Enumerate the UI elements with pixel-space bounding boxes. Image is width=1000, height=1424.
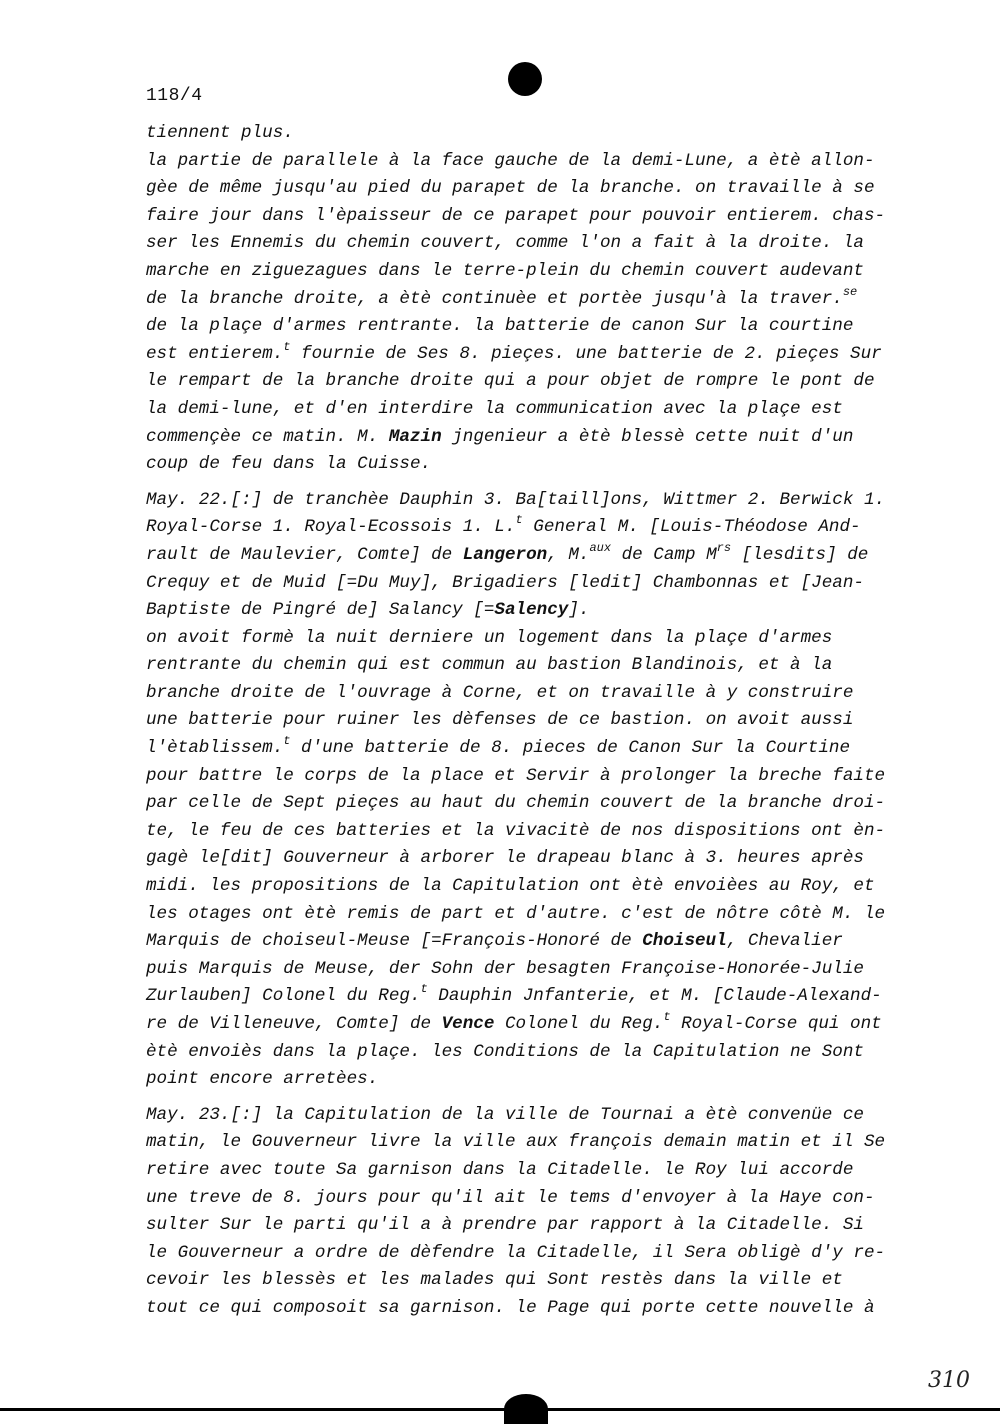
punch-hole-top bbox=[508, 62, 542, 96]
text-line: cevoir les blessès et les malades qui Sont restès dans la ville et bbox=[146, 1270, 843, 1291]
bold-name: Mazin bbox=[388, 426, 442, 447]
text-line: le rempart de la branche droite qui a pour objet de rompre le pont de bbox=[146, 371, 875, 392]
superscript: aux bbox=[589, 540, 612, 555]
text-line: re de Villeneuve, Comte] de Vence Colonel du Reg.$^t$ Royal-Corse qui ont bbox=[146, 1010, 882, 1034]
text-line: midi. les propositions de la Capitulation ont ètè envoièes au Roy, et bbox=[146, 876, 875, 897]
text-line: te, le feu de ces batteries et la vivacitè de nos dispositions ont èn- bbox=[146, 820, 886, 841]
superscript: t bbox=[283, 734, 291, 749]
superscript: se bbox=[842, 284, 858, 299]
text-line: une treve de 8. jours pour qu'il ait le tems d'envoyer à la Haye con- bbox=[146, 1187, 875, 1208]
text-line: pour battre le corps de la place et Servir à prolonger la breche faite bbox=[146, 765, 886, 786]
text-line: faire jour dans l'èpaisseur de ce parapet pour pouvoir entierem. chas- bbox=[146, 205, 886, 226]
text-line: une batterie pour ruiner les dèfenses de ce bastion. on avoit aussi bbox=[146, 710, 854, 731]
text-line: gèe de même jusqu'au pied du parapet de la branche. on travaille à se bbox=[146, 178, 875, 199]
text-line: May. 23.[:] la Capitulation de la ville de Tournai a ètè convenüe ce bbox=[146, 1104, 864, 1125]
superscript: t bbox=[663, 1010, 671, 1024]
superscript: t bbox=[515, 513, 523, 528]
page-number: 118/4 bbox=[146, 86, 203, 106]
text-line: par celle de Sept pieçes au haut du chemin couvert de la branche droi- bbox=[146, 793, 886, 814]
text-line: branche droite de l'ouvrage à Corne, et on travaille à y construire bbox=[146, 682, 854, 703]
text-line: Crequy et de Muid [=Du Muy], Brigadiers [ledit] Chambonnas et [Jean- bbox=[146, 572, 864, 593]
text-line: on avoit formè la nuit derniere un logement dans la plaçe d'armes bbox=[146, 627, 833, 648]
text-line: Royal-Corse 1. Royal-Ecossois 1. L.$^t$ General M. [Louis-Théodose And- bbox=[146, 513, 861, 538]
text-line: ser les Ennemis du chemin couvert, comme l'on a fait à la droite. la bbox=[146, 233, 864, 254]
text-line: la demi-lune, et d'en interdire la communication avec la plaçe est bbox=[146, 398, 843, 419]
text-line: le Gouverneur a ordre de dèfendre la Citadelle, il Sera obligè d'y re- bbox=[146, 1242, 886, 1263]
text-line: Baptiste de Pingré de] Salancy [=Salency]. bbox=[146, 600, 590, 621]
text-line: Marquis de choiseul-Meuse [=François-Honoré de Choiseul, Chevalier bbox=[146, 931, 843, 952]
text-line: retire avec toute Sa garnison dans la Citadelle. le Roy lui accorde bbox=[146, 1159, 854, 1180]
text-line: sulter Sur le parti qu'il a à prendre par rapport à la Citadelle. Si bbox=[146, 1215, 864, 1236]
text-line: de la plaçe d'armes rentrante. la batterie de canon Sur la courtine bbox=[146, 316, 854, 337]
text-line: Zurlauben] Colonel du Reg.$^t$ Dauphin Jnfanterie, et M. [Claude-Alexand- bbox=[146, 982, 882, 1007]
text-line: May. 22.[:] de tranchèe Dauphin 3. Ba[taill]ons, Wittmer 2. Berwick 1. bbox=[146, 489, 886, 510]
text-line: ètè envoiès dans la plaçe. les Conditions de la Capitulation ne Sont bbox=[146, 1041, 864, 1062]
bold-name: Salency bbox=[494, 600, 569, 621]
bold-name: Choiseul bbox=[642, 931, 727, 952]
bold-name: Langeron bbox=[462, 544, 548, 565]
folio-number: 310 bbox=[928, 1368, 970, 1393]
text-line: commençèe ce matin. M. Mazin jngenieur a ètè blessè cette nuit d'un bbox=[146, 426, 854, 447]
text-line: marche en ziguezagues dans le terre-plein du chemin couvert audevant bbox=[146, 260, 864, 281]
bold-name: Vence bbox=[441, 1014, 495, 1034]
text-line: de la branche droite, a ètè continuèe et portèe jusqu'à la traver.$^{se}$ bbox=[146, 284, 858, 309]
text-line: est entierem.$^t$ fournie de Ses 8. pieçes. une batterie de 2. pieçes Sur bbox=[146, 339, 882, 364]
text-line: rault de Maulevier, Comte] de Langeron, M.$^{aux}$ de Camp $M^{rs}$ [lesdits] de bbox=[146, 540, 869, 565]
text-line: coup de feu dans la Cuisse. bbox=[146, 454, 432, 475]
superscript: t bbox=[420, 982, 428, 997]
superscript: rs bbox=[716, 540, 732, 555]
text-line: matin, le Gouverneur livre la ville aux françois demain matin et il Se bbox=[146, 1132, 886, 1153]
document-body bbox=[146, 120, 916, 1323]
text-line: tout ce qui composoit sa garnison. le Page qui porte cette nouvelle à bbox=[146, 1297, 875, 1318]
text-line: les otages ont ètè remis de part et d'autre. c'est de nôtre côtè M. le bbox=[146, 903, 886, 924]
text-line: point encore arretèes. bbox=[146, 1069, 379, 1090]
text-line: la partie de parallele à la face gauche de la demi-Lune, a ètè allon- bbox=[146, 150, 875, 171]
paragraph-gap bbox=[146, 479, 916, 487]
paragraph-gap bbox=[146, 1094, 916, 1102]
text-line: gagè le[dit] Gouverneur à arborer le drapeau blanc à 3. heures après bbox=[146, 848, 864, 869]
text-line: puis Marquis de Meuse, der Sohn der besagten Françoise-Honorée-Julie bbox=[146, 958, 864, 979]
text-line: l'ètablissem.$^t$ d'une batterie de 8. pieces de Canon Sur la Courtine bbox=[146, 734, 851, 759]
text-line: rentrante du chemin qui est commun au bastion Blandinois, et à la bbox=[146, 655, 833, 676]
text-line: tiennent plus. bbox=[146, 123, 294, 143]
superscript: t bbox=[283, 339, 291, 354]
